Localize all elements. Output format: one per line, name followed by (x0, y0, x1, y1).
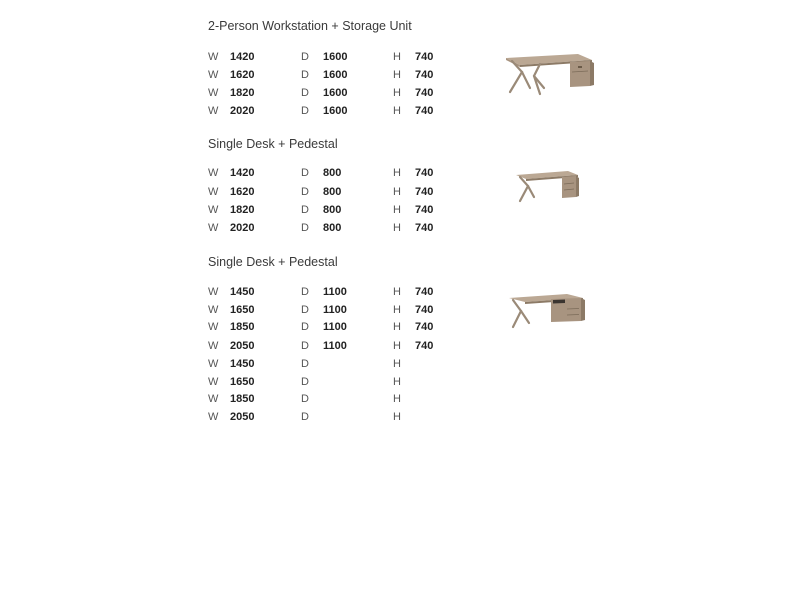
width-value: 1450 (230, 286, 255, 298)
section-title: 2-Person Workstation + Storage Unit (208, 19, 412, 33)
depth-label: D (301, 51, 309, 63)
width-label: W (208, 105, 219, 117)
height-label: H (393, 376, 401, 388)
width-label: W (208, 204, 219, 216)
width-value: 1420 (230, 51, 255, 63)
height-label: H (393, 222, 401, 234)
width-value: 1850 (230, 393, 255, 405)
width-value: 1620 (230, 186, 255, 198)
height-label: H (393, 358, 401, 370)
height-label: H (393, 204, 401, 216)
height-value: 740 (415, 204, 434, 216)
depth-value: 1600 (323, 51, 348, 63)
width-label: W (208, 167, 219, 179)
width-label: W (208, 393, 219, 405)
width-label: W (208, 186, 219, 198)
width-value: 2050 (230, 411, 255, 423)
height-label: H (393, 393, 401, 405)
width-label: W (208, 411, 219, 423)
width-value: 1650 (230, 304, 255, 316)
depth-value: 800 (323, 204, 342, 216)
height-label: H (393, 186, 401, 198)
width-value: 1820 (230, 204, 255, 216)
height-value: 740 (415, 340, 434, 352)
depth-value: 1600 (323, 87, 348, 99)
depth-value: 800 (323, 186, 342, 198)
width-label: W (208, 87, 219, 99)
depth-label: D (301, 393, 309, 405)
desk-icon (512, 166, 584, 206)
width-value: 2020 (230, 222, 255, 234)
depth-label: D (301, 105, 309, 117)
depth-value: 1600 (323, 69, 348, 81)
depth-value: 1100 (323, 304, 347, 316)
height-value: 740 (415, 186, 434, 198)
width-label: W (208, 321, 219, 333)
width-label: W (208, 286, 219, 298)
workstation-with-storage-unit-illustration (500, 48, 596, 100)
depth-label: D (301, 321, 309, 333)
width-value: 1620 (230, 69, 255, 81)
l-shaped-desk-with-storage-illustration (505, 289, 589, 333)
section-title: Single Desk + Pedestal (208, 255, 338, 269)
section-title: Single Desk + Pedestal (208, 137, 338, 151)
width-value: 2050 (230, 340, 255, 352)
depth-label: D (301, 167, 309, 179)
height-label: H (393, 51, 401, 63)
depth-value: 1100 (323, 321, 347, 333)
desk-icon (500, 48, 596, 100)
width-label: W (208, 304, 219, 316)
height-label: H (393, 304, 401, 316)
depth-value: 1100 (323, 340, 347, 352)
width-value: 1450 (230, 358, 255, 370)
width-value: 2020 (230, 105, 255, 117)
height-value: 740 (415, 105, 434, 117)
height-value: 740 (415, 222, 434, 234)
height-label: H (393, 167, 401, 179)
depth-label: D (301, 358, 309, 370)
height-label: H (393, 87, 401, 99)
width-label: W (208, 51, 219, 63)
depth-label: D (301, 87, 309, 99)
height-value: 740 (415, 286, 434, 298)
height-label: H (393, 105, 401, 117)
width-label: W (208, 358, 219, 370)
depth-value: 1100 (323, 286, 347, 298)
height-label: H (393, 411, 401, 423)
width-value: 1820 (230, 87, 255, 99)
height-value: 740 (415, 321, 434, 333)
single-desk-with-pedestal-illustration (512, 166, 584, 206)
depth-label: D (301, 411, 309, 423)
depth-label: D (301, 69, 309, 81)
depth-label: D (301, 304, 309, 316)
depth-label: D (301, 186, 309, 198)
depth-value: 800 (323, 222, 342, 234)
height-label: H (393, 286, 401, 298)
depth-label: D (301, 286, 309, 298)
depth-label: D (301, 376, 309, 388)
width-value: 1420 (230, 167, 255, 179)
height-label: H (393, 69, 401, 81)
height-label: H (393, 321, 401, 333)
width-value: 1850 (230, 321, 255, 333)
height-value: 740 (415, 167, 434, 179)
depth-label: D (301, 340, 309, 352)
width-label: W (208, 69, 219, 81)
width-label: W (208, 222, 219, 234)
desk-icon (505, 289, 589, 333)
width-label: W (208, 376, 219, 388)
depth-label: D (301, 222, 309, 234)
height-value: 740 (415, 87, 434, 99)
width-label: W (208, 340, 219, 352)
height-label: H (393, 340, 401, 352)
depth-value: 800 (323, 167, 342, 179)
depth-label: D (301, 204, 309, 216)
height-value: 740 (415, 51, 434, 63)
depth-value: 1600 (323, 105, 348, 117)
height-value: 740 (415, 304, 434, 316)
width-value: 1650 (230, 376, 255, 388)
height-value: 740 (415, 69, 434, 81)
